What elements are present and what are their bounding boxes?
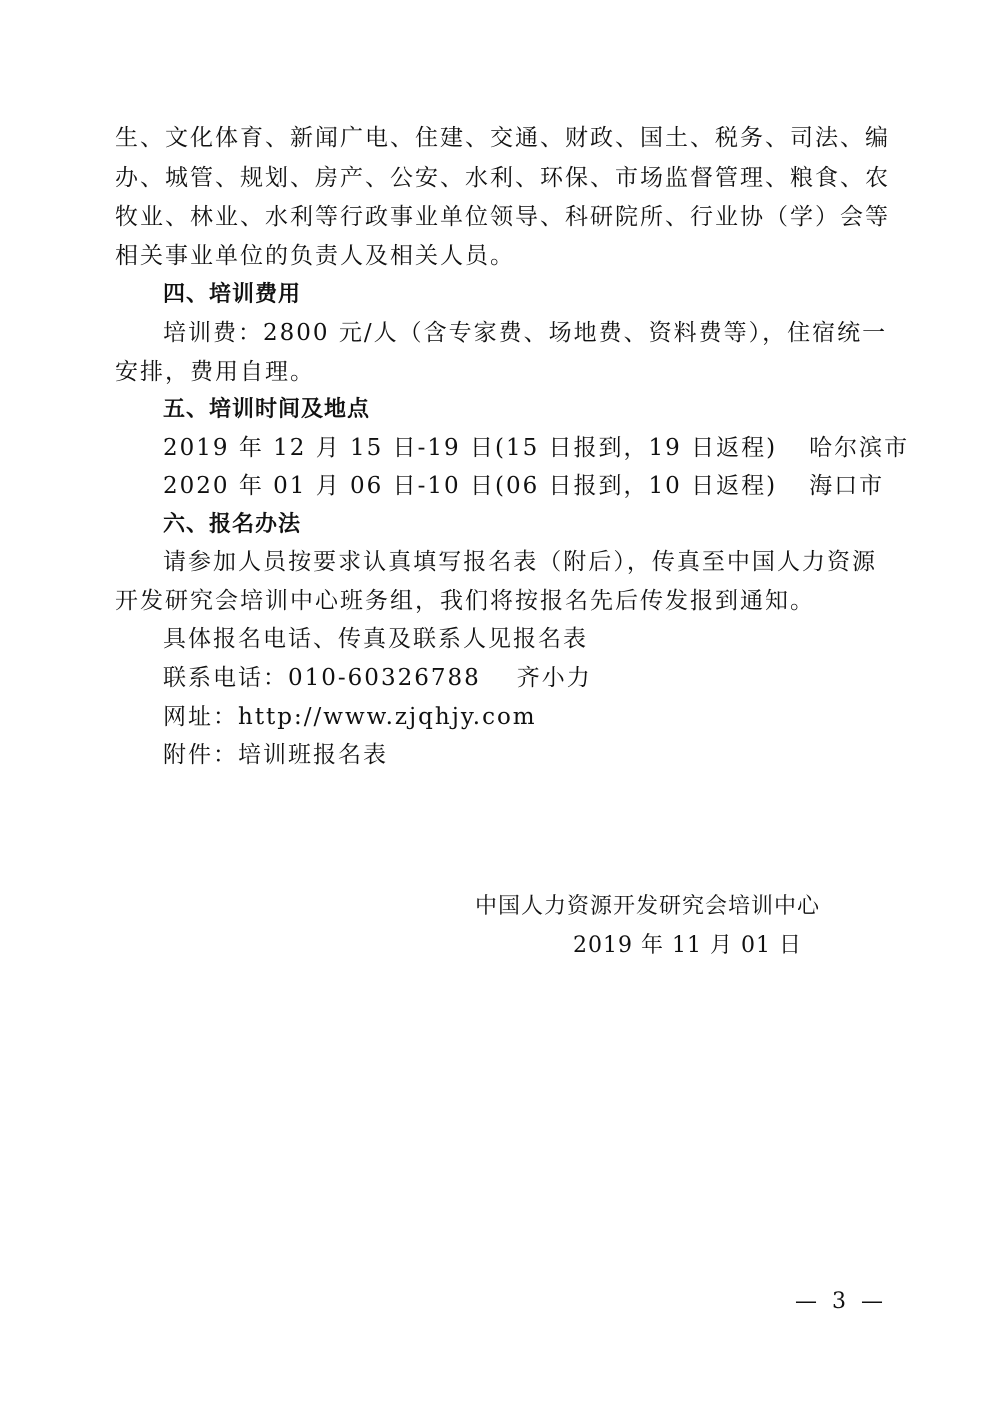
section-schedule-heading: 五、培训时间及地点 [163, 397, 371, 422]
fee-line-1: 培训费：2800 元/人（含专家费、场地费、资料费等），住宿统一 [163, 320, 888, 346]
website-label: 网址： [163, 704, 238, 730]
session-1-time: 2019 年 12 月 15 日-19 日(15 日报到，19 日返程) [163, 435, 778, 461]
page-number: — 3 — [795, 1289, 887, 1314]
website-link[interactable]: http://www.zjqhjy.com [238, 704, 537, 730]
registration-line-2: 开发研究会培训中心班务组，我们将按报名先后传发报到通知。 [115, 588, 815, 614]
registration-line-3: 具体报名电话、传真及联系人见报名表 [163, 626, 588, 652]
attachment-name: 培训班报名表 [238, 742, 388, 768]
session-2-place: 海口市 [809, 473, 885, 499]
participants-line-3: 牧业、林业、水利等行政事业单位领导、科研院所、行业协（学）会等 [115, 204, 890, 230]
session-1-place: 哈尔滨市 [809, 435, 910, 461]
schedule-session-1 [163, 429, 909, 467]
participants-line-1: 生、文化体育、新闻广电、住建、交通、财政、国土、税务、司法、编 [115, 125, 890, 151]
schedule-session-2 [163, 467, 884, 505]
signature-date: 2019 年 11 月 01 日 [573, 933, 802, 958]
registration-line-1: 请参加人员按要求认真填写报名表（附后），传真至中国人力资源 [163, 549, 877, 575]
phone-number: 010-60326788 [288, 665, 481, 691]
session-2-time: 2020 年 01 月 06 日-10 日(06 日报到，10 日返程) [163, 473, 778, 499]
participants-line-4: 相关事业单位的负责人及相关人员。 [115, 243, 515, 269]
participants-line-2: 办、城管、规划、房产、公安、水利、环保、市场监督管理、粮食、农 [115, 165, 890, 191]
fee-line-2: 安排，费用自理。 [115, 359, 315, 385]
contact-person: 齐小力 [516, 665, 592, 691]
signature-organization: 中国人力资源开发研究会培训中心 [475, 894, 821, 919]
attachment-line [163, 736, 388, 774]
section-fee-heading: 四、培训费用 [163, 282, 302, 307]
phone-label: 联系电话： [163, 665, 288, 691]
contact-phone-line [163, 659, 592, 697]
section-registration-heading: 六、报名办法 [163, 512, 302, 537]
attachment-label: 附件： [163, 742, 238, 768]
website-line [163, 698, 537, 736]
